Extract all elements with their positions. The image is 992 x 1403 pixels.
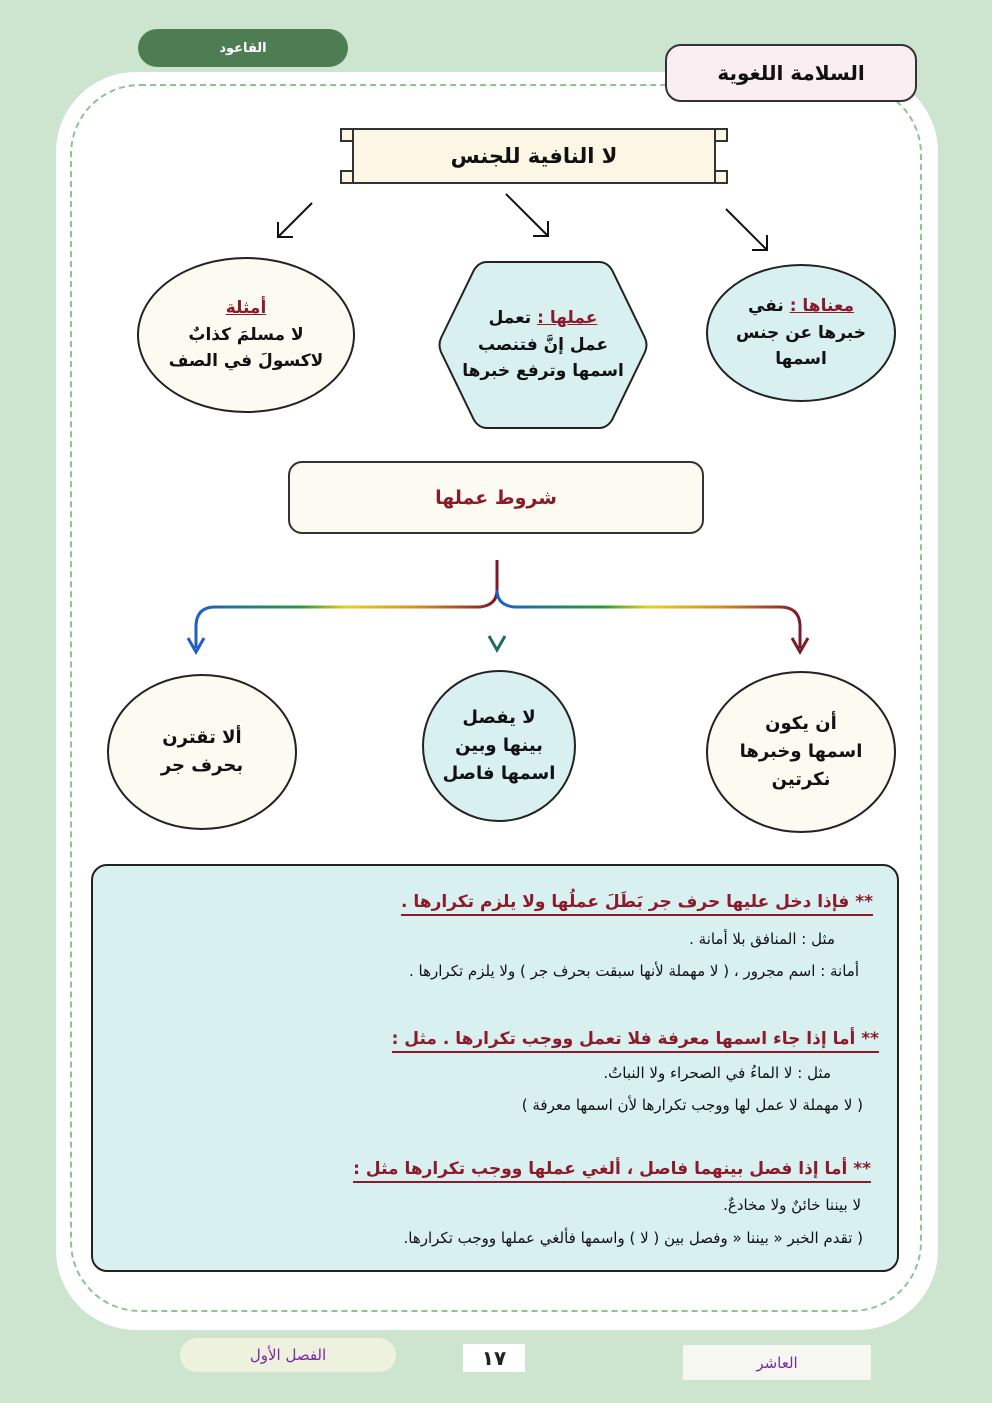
arrow-down-right-icon	[726, 209, 767, 250]
examples-line: لاكسولَ في الصف	[168, 351, 324, 372]
chapter-label: الفصل الأول	[180, 1338, 396, 1372]
note-line: ( لا مهملة لا عمل لها ووجب تكرارها لأن اسمها معرفة )	[521, 1096, 863, 1114]
examples-oval	[137, 257, 355, 413]
condition-line: لا يفصل	[462, 707, 536, 729]
condition-circle-1	[706, 671, 896, 833]
section-label-pill: القاعود	[138, 29, 348, 67]
condition-line: نكرتين	[771, 768, 831, 790]
note-line: لا بيننا خائنٌ ولا مخادعٌ.	[723, 1196, 861, 1214]
condition-line: اسمها فاصل	[442, 762, 556, 784]
meaning-head: معناها :	[789, 296, 855, 317]
work-line: عمل إنَّ فتنصب	[477, 334, 609, 355]
meaning-rest: نفي	[747, 296, 784, 317]
condition-line: أن يكون	[765, 713, 837, 735]
condition-line: اسمها وخبرها	[739, 741, 863, 763]
meaning-line: خبرها عن جنس	[736, 322, 866, 343]
note-line: مثل : المنافق بلا أمانة .	[689, 930, 835, 948]
work-hexagon	[437, 260, 649, 430]
note-heading: ** أما إذا جاء اسمها معرفة فلا تعمل ووجب تكرارها . مثل :	[392, 1029, 879, 1053]
note-line: مثل : لا الماءُ في الصحراء ولا النباتُ.	[603, 1064, 831, 1082]
note-line: ( تقدم الخبر « بيننا « وفصل بين ( لا ) واسمها فألغي عملها ووجب تكرارها.	[403, 1229, 863, 1247]
examples-line: لا مسلمَ كذابٌ	[188, 324, 304, 345]
meaning-oval	[706, 264, 896, 402]
condition-circle-3	[107, 674, 297, 830]
page-title: السلامة اللغوية	[665, 44, 917, 102]
note-line: أمانة : اسم مجرور ، ( لا مهملة لأنها سبقت بحرف جر ) ولا يلزم تكرارها .	[408, 962, 859, 980]
topic-title-text: لا النافية للجنس	[450, 144, 618, 168]
condition-line: بينها وبين	[455, 735, 543, 757]
condition-line: بحرف جر	[160, 755, 244, 776]
page-number: ١٧	[463, 1344, 525, 1372]
connector-tree	[196, 560, 800, 648]
note-heading: ** أما إذا فصل بينهما فاصل ، ألغي عملها ووجب تكرارها مثل :	[353, 1159, 871, 1183]
examples-head: أمثلة	[225, 298, 267, 319]
work-rest: تعمل	[488, 308, 532, 329]
arrow-down-left-icon	[278, 203, 312, 237]
condition-line: ألا تقترن	[162, 727, 242, 749]
work-line: اسمها وترفع خبرها	[462, 361, 624, 382]
note-heading: ** فإذا دخل عليها حرف جر بَطَلَ عملُها ولا يلزم تكرارها .	[401, 892, 873, 916]
arrow-down-right-icon	[506, 194, 548, 236]
work-head: عملها :	[537, 308, 598, 329]
grade-label: العاشر	[683, 1345, 871, 1380]
condition-circle-2	[422, 670, 576, 822]
conditions-title: شروط عملها	[288, 461, 704, 534]
notes-box	[91, 864, 899, 1272]
meaning-line: اسمها	[775, 349, 827, 370]
